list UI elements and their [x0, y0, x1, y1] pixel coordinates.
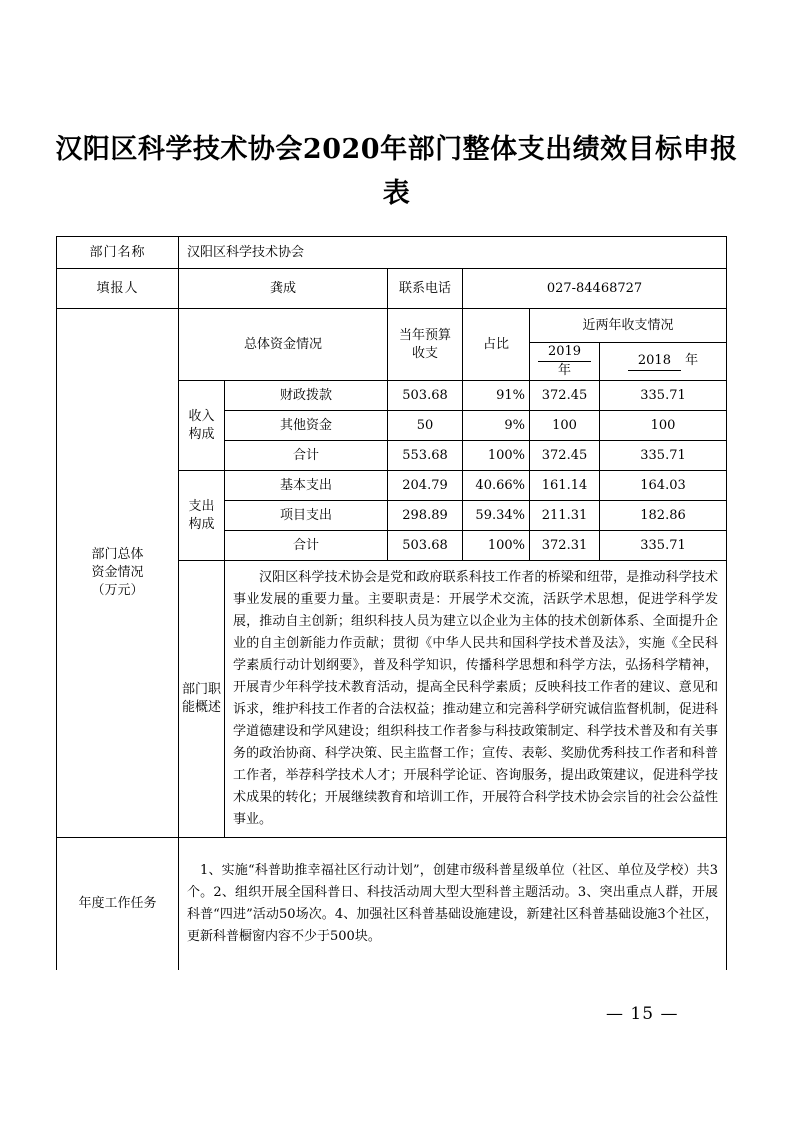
item-name: 合计 [225, 441, 388, 471]
ratio-value: 40.66% [463, 471, 530, 501]
budget-value: 553.68 [388, 441, 463, 471]
overall-funds-header: 总体资金情况 [179, 309, 388, 381]
function-text: 汉阳区科学技术协会是党和政府联系科技工作者的桥梁和纽带，是推动科学技术事业发展的重要力量。主要职责是：开展学术交流，活跃学术思想，促进学科学发展，推动自主创新；组织科技人员为建立以企业为主体的技术创新体系、全面提升企业的自主创新能力作贡献；贯彻《中华人民共和国科学技术普及法》，实施《全民科学素质行动计划纲要》，普及科学知识，传播科学思想和科学方法，弘扬科学精神，开展青少年科学技术教育活动，提高全民科学素质；反映科技工作者的建议、意见和诉求，维护科技工作者的合法权益；推动建立和完善科学研究诚信监督机制，促进科学道德建设和学风建设；组织科技工作者参与科技政策制定、科学技术普及和有关事务的政治协商、科学决策、民主监督工作；宣传、表彰、奖励优秀科技工作者和科普工作者，举荐科学技术人才；开展科学论证、咨询服务，提出政策建议，促进科学技术成果的转化；开展继续教育和培训工作，开展符合科学技术协会宗旨的社会公益性事业。 [225, 561, 727, 838]
funds-label-line: 资金情况 [91, 565, 144, 580]
y2018-value: 335.71 [600, 531, 727, 561]
filler-label: 填报人 [57, 269, 179, 309]
year-2018-value: 2018 [628, 352, 681, 371]
ratio-value: 100% [463, 441, 530, 471]
title-line-1: 汉阳区科学技术协会2020年部门整体支出绩效目标申报 [55, 134, 738, 165]
funds-header-row-1 [57, 309, 727, 343]
y2018-value: 335.71 [600, 441, 727, 471]
year-2019-suffix: 年 [557, 363, 571, 378]
item-name: 其他资金 [225, 411, 388, 441]
item-name: 财政拨款 [225, 381, 388, 411]
phone-label: 联系电话 [388, 269, 463, 309]
budget-value: 503.68 [388, 381, 463, 411]
year-2019-value: 2019 [538, 343, 591, 362]
y2019-value: 372.45 [530, 381, 600, 411]
expense-group-line: 构成 [188, 516, 215, 532]
recent-years-header: 近两年收支情况 [530, 309, 727, 343]
dept-row [57, 237, 727, 269]
ratio-header: 占比 [463, 309, 530, 381]
ratio-value: 100% [463, 531, 530, 561]
tasks-label: 年度工作任务 [57, 838, 179, 970]
page-title [40, 128, 753, 216]
ratio-value: 91% [463, 381, 530, 411]
income-group-line: 构成 [188, 426, 215, 442]
expense-group-label [179, 471, 225, 561]
budget-header [388, 309, 463, 381]
dept-value: 汉阳区科学技术协会 [179, 237, 727, 269]
year-2019-header [530, 343, 600, 381]
phone-value: 027-84468727 [463, 269, 727, 309]
y2019-value: 372.45 [530, 441, 600, 471]
function-label: 部门职能概述 [179, 561, 225, 838]
budget-header-line: 收支 [411, 345, 438, 361]
budget-value: 503.68 [388, 531, 463, 561]
income-group-line: 收入 [188, 408, 215, 424]
funds-section-label [57, 309, 179, 838]
performance-target-table [56, 236, 727, 970]
item-name: 基本支出 [225, 471, 388, 501]
dept-label: 部门名称 [57, 237, 179, 269]
income-group-label [179, 381, 225, 471]
page-number: — 15 — [606, 1004, 679, 1024]
y2019-value: 211.31 [530, 501, 600, 531]
year-2018-header [600, 343, 727, 381]
budget-value: 298.89 [388, 501, 463, 531]
budget-value: 50 [388, 411, 463, 441]
title-line-2: 表 [382, 178, 411, 209]
y2018-value: 164.03 [600, 471, 727, 501]
filler-value: 龚成 [179, 269, 388, 309]
tasks-row [57, 838, 727, 970]
budget-header-line: 当年预算 [398, 327, 451, 343]
ratio-value: 59.34% [463, 501, 530, 531]
expense-group-line: 支出 [188, 498, 215, 514]
funds-label-line: （万元） [91, 583, 144, 598]
item-name: 项目支出 [225, 501, 388, 531]
item-name: 合计 [225, 531, 388, 561]
y2019-value: 372.31 [530, 531, 600, 561]
funds-label-line: 部门总体 [91, 547, 144, 562]
ratio-value: 9% [463, 411, 530, 441]
tasks-text: 1、实施“科普助推幸福社区行动计划”，创建市级科普星级单位（社区、单位及学校）共3个。2、组织开展全国科普日、科技活动周大型大型科普主题活动。3、突出重点人群，开展科普“四进”活动50场次。4、加强社区科普基础设施建设，新建社区科普基础设施3个社区，更新科普橱窗内容不少于500块。 [179, 838, 727, 970]
budget-value: 204.79 [388, 471, 463, 501]
year-2018-suffix: 年 [685, 353, 699, 368]
y2019-value: 100 [530, 411, 600, 441]
y2019-value: 161.14 [530, 471, 600, 501]
y2018-value: 100 [600, 411, 727, 441]
y2018-value: 182.86 [600, 501, 727, 531]
filler-row [57, 269, 727, 309]
y2018-value: 335.71 [600, 381, 727, 411]
